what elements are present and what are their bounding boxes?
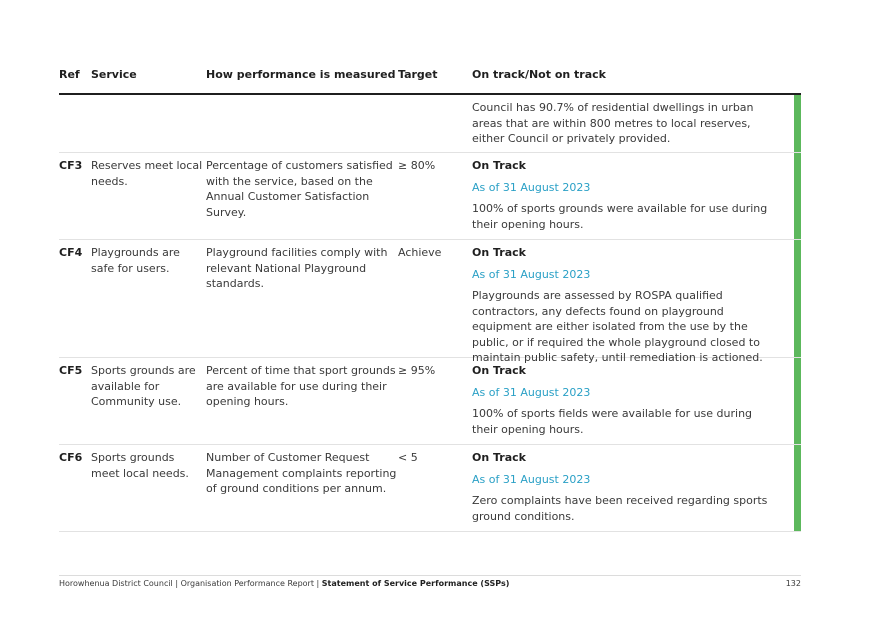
row-service: Sports grounds are available for Community use. (91, 364, 196, 408)
footer-section: Statement of Service Performance (SSPs) (321, 579, 510, 588)
row-ref: CF3 (59, 159, 83, 172)
row-target: Achieve (398, 246, 442, 259)
row-service: Reserves meet local needs. (91, 159, 203, 188)
row-ref: CF4 (59, 246, 83, 259)
status-text: Playgrounds are assessed by ROSPA qualified contractors, any defects found on playground equipment are either isolated from the use by the public, or if required the whole playground closed to maintain public safety, until remediation is actioned. (472, 289, 763, 364)
row-target: < 5 (398, 451, 418, 464)
row-measure: Number of Customer Request Management complaints reporting of ground conditions per annum. (206, 451, 397, 495)
page-footer (59, 575, 801, 588)
page-number: 132 (785, 579, 801, 588)
table-row (59, 153, 801, 240)
table-header (59, 68, 801, 95)
row-status (472, 240, 801, 364)
row-ref: CF5 (59, 364, 83, 377)
row-ref (59, 95, 91, 152)
table-row (59, 95, 801, 153)
status-label: On Track (472, 159, 526, 172)
status-date: As of 31 August 2023 (472, 472, 591, 486)
table-row (59, 240, 801, 364)
footer-text (59, 579, 509, 588)
status-date: As of 31 August 2023 (472, 267, 591, 281)
status-text: 100% of sports grounds were available for use during their opening hours. (472, 202, 768, 231)
row-measure: Playground facilities comply with relevant National Playground standards. (206, 246, 388, 290)
status-date: As of 31 August 2023 (472, 385, 591, 399)
row-status (472, 445, 801, 531)
status-text: Zero complaints have been received regarding sports ground conditions. (472, 494, 768, 523)
footer-org: Horowhenua District Council | Organisation Performance Report | (59, 579, 322, 588)
row-measure: Percent of time that sport grounds are available for use during their opening hours. (206, 364, 396, 408)
header-target: Target (398, 68, 438, 81)
status-text: Council has 90.7% of residential dwellings in urban areas that are within 800 metres to local reserves, either Council or privately provided. (472, 101, 754, 145)
row-ref: CF6 (59, 451, 83, 464)
status-label: On Track (472, 451, 526, 464)
status-text: 100% of sports fields were available for use during their opening hours. (472, 407, 753, 436)
row-service (91, 95, 206, 152)
header-status: On track/Not on track (472, 68, 606, 81)
performance-table (59, 68, 801, 532)
row-service: Sports grounds meet local needs. (91, 451, 189, 480)
row-service: Playgrounds are safe for users. (91, 246, 180, 275)
table-row (59, 358, 801, 445)
status-label: On Track (472, 246, 526, 259)
row-status (472, 153, 801, 239)
header-measure: How performance is measured (206, 68, 396, 81)
row-measure (206, 95, 398, 152)
row-status (472, 358, 801, 444)
row-target (398, 95, 472, 152)
row-status (472, 95, 801, 152)
row-target: ≥ 95% (398, 364, 436, 377)
header-ref: Ref (59, 68, 80, 81)
status-date: As of 31 August 2023 (472, 180, 591, 194)
table-row (59, 445, 801, 532)
header-service: Service (91, 68, 137, 81)
status-label: On Track (472, 364, 526, 377)
row-measure: Percentage of customers satisfied with the service, based on the Annual Customer Satisfaction Survey. (206, 159, 393, 219)
row-target: ≥ 80% (398, 159, 436, 172)
